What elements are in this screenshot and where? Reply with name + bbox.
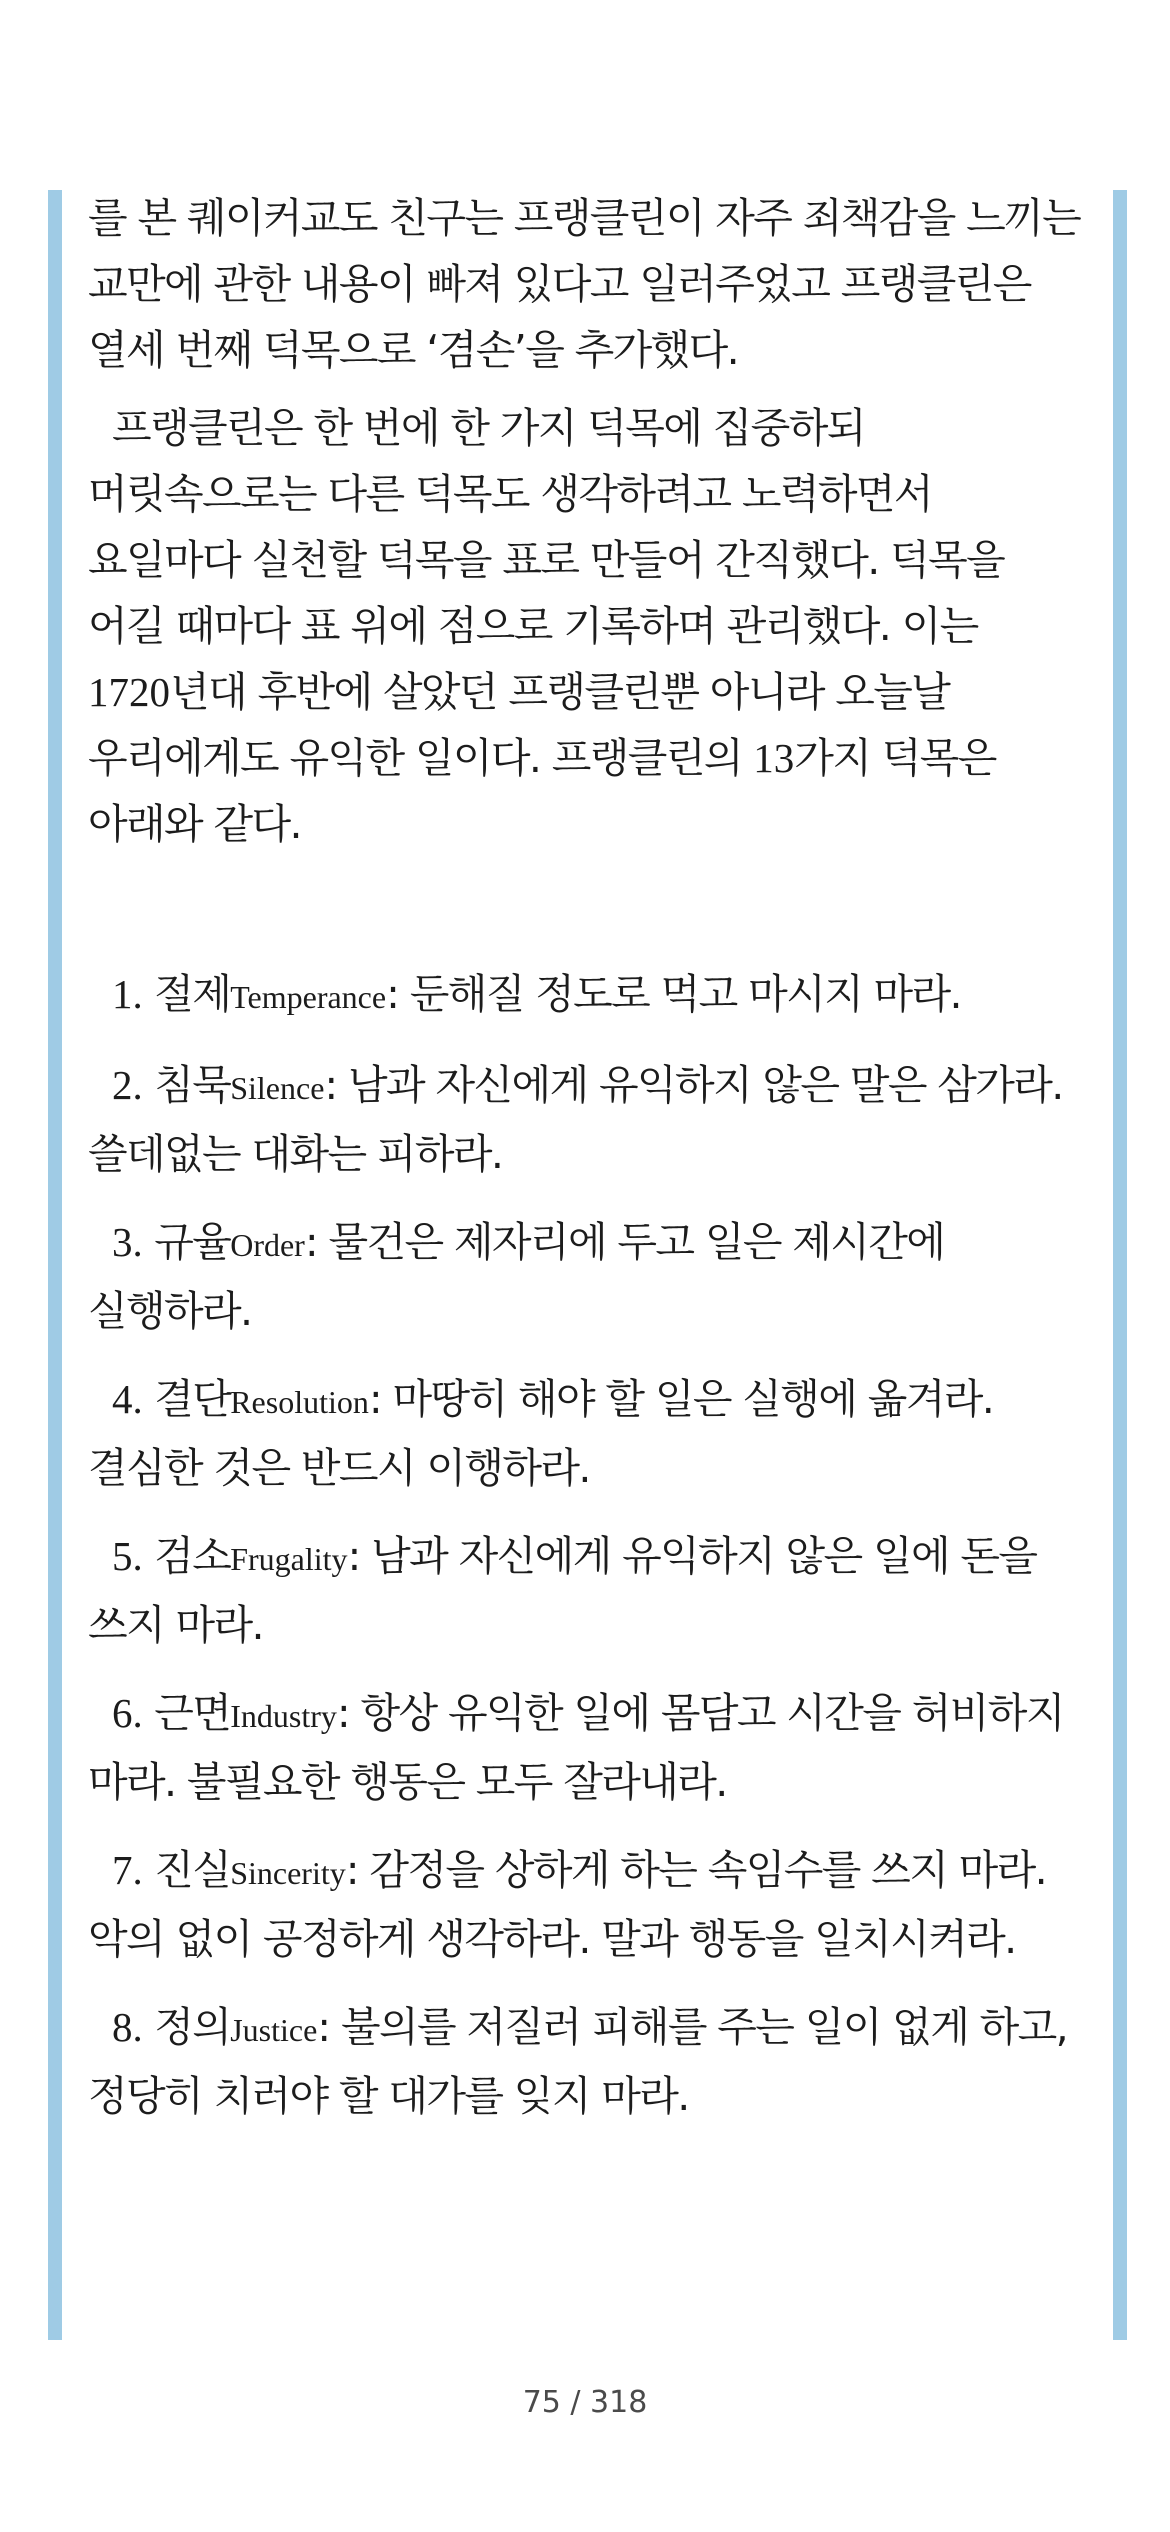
virtue-korean-name: 검소 bbox=[154, 1532, 231, 1580]
right-margin-bar bbox=[1113, 190, 1127, 2340]
virtue-english-name: Resolution bbox=[230, 1384, 369, 1420]
virtue-item bbox=[88, 1994, 1090, 2129]
virtue-english-name: Silence bbox=[230, 1070, 325, 1106]
virtue-item bbox=[88, 1523, 1090, 1658]
left-margin-bar bbox=[48, 190, 62, 2340]
virtue-item bbox=[88, 1680, 1090, 1815]
paragraph bbox=[88, 395, 1090, 857]
paragraph-number: 13 bbox=[753, 735, 795, 781]
paragraph-text: 가지 덕목은 아래와 같다. bbox=[88, 734, 996, 848]
virtue-english-name: Frugality bbox=[230, 1541, 348, 1577]
virtue-korean-name: 근면 bbox=[154, 1689, 231, 1737]
virtue-item bbox=[88, 1837, 1090, 1972]
virtue-item bbox=[88, 961, 1090, 1030]
virtue-description: : 남과 자신에게 유익하지 않은 말은 삼가라. 쓸데없는 대화는 피하라. bbox=[88, 1061, 1063, 1178]
virtue-item bbox=[88, 1052, 1090, 1187]
virtue-description: : 마땅히 해야 할 일은 실행에 옮겨라. 결심한 것은 반드시 이행하라. bbox=[88, 1375, 994, 1492]
page-indicator: 75 / 318 bbox=[522, 2385, 648, 2420]
virtue-korean-name: 결단 bbox=[154, 1375, 231, 1423]
virtue-description: : 감정을 상하게 하는 속임수를 쓰지 마라. 악의 없이 공정하게 생각하라. 말과 행동을 일치시켜라. bbox=[88, 1846, 1047, 1963]
virtue-number: 2. bbox=[112, 1062, 143, 1108]
virtue-description: : 항상 유익한 일에 몸담고 시간을 허비하지 마라. 불필요한 행동은 모두 잘라내라. bbox=[88, 1689, 1064, 1806]
paragraph-text: 를 본 퀘이커교도 친구는 프랭클린이 자주 죄책감을 느끼는 교만에 관한 내용이 빠져 있다고 일러주었고 프랭클린은 열세 번째 덕목으로 ‘겸손’을 추가했다. bbox=[88, 194, 1081, 374]
virtue-item bbox=[88, 1209, 1090, 1344]
virtue-number: 1. bbox=[112, 971, 143, 1017]
virtue-item bbox=[88, 1366, 1090, 1501]
virtue-description: : 둔해질 정도로 먹고 마시지 마라. bbox=[386, 970, 961, 1018]
virtue-english-name: Industry bbox=[230, 1698, 337, 1734]
paragraph-text: 년대 후반에 살았던 프랭클린뿐 아니라 오늘날 우리에게도 유익한 일이다. 프랭클린의 bbox=[88, 668, 950, 782]
virtue-description: : 물건은 제자리에 두고 일은 제시간에 실행하라. bbox=[88, 1218, 945, 1335]
virtue-korean-name: 진실 bbox=[154, 1846, 231, 1894]
paragraph-text: 프랭클린은 한 번에 한 가지 덕목에 집중하되 머릿속으로는 다른 덕목도 생각하려고 노력하면서 요일마다 실천할 덕목을 표로 만들어 간직했다. 덕목을 어길 때마다 표 위에 점으로 기록하며 관리했다. 이는 bbox=[88, 404, 1005, 650]
virtue-english-name: Order bbox=[230, 1227, 305, 1263]
virtue-english-name: Sincerity bbox=[230, 1855, 346, 1891]
virtue-number: 3. bbox=[112, 1219, 143, 1265]
paragraph bbox=[88, 185, 1090, 383]
virtue-number: 5. bbox=[112, 1533, 143, 1579]
virtue-korean-name: 절제 bbox=[154, 970, 231, 1018]
virtue-korean-name: 정의 bbox=[154, 2003, 231, 2051]
virtue-english-name: Justice bbox=[230, 2012, 318, 2048]
section-spacer bbox=[88, 869, 1090, 961]
virtue-number: 6. bbox=[112, 1690, 143, 1736]
virtue-list bbox=[88, 961, 1090, 2129]
virtue-number: 8. bbox=[112, 2004, 143, 2050]
virtue-korean-name: 규율 bbox=[154, 1218, 231, 1266]
virtue-english-name: Temperance bbox=[230, 979, 387, 1015]
virtue-number: 4. bbox=[112, 1376, 143, 1422]
paragraph-number: 1720 bbox=[88, 669, 170, 715]
virtue-korean-name: 침묵 bbox=[154, 1061, 231, 1109]
virtue-number: 7. bbox=[112, 1847, 143, 1893]
virtue-description: : 불의를 저질러 피해를 주는 일이 없게 하고, 정당히 치러야 할 대가를 잊지 마라. bbox=[88, 2003, 1068, 2120]
virtue-description: : 남과 자신에게 유익하지 않은 일에 돈을 쓰지 마라. bbox=[88, 1532, 1037, 1649]
reader-text-area bbox=[88, 185, 1090, 2151]
